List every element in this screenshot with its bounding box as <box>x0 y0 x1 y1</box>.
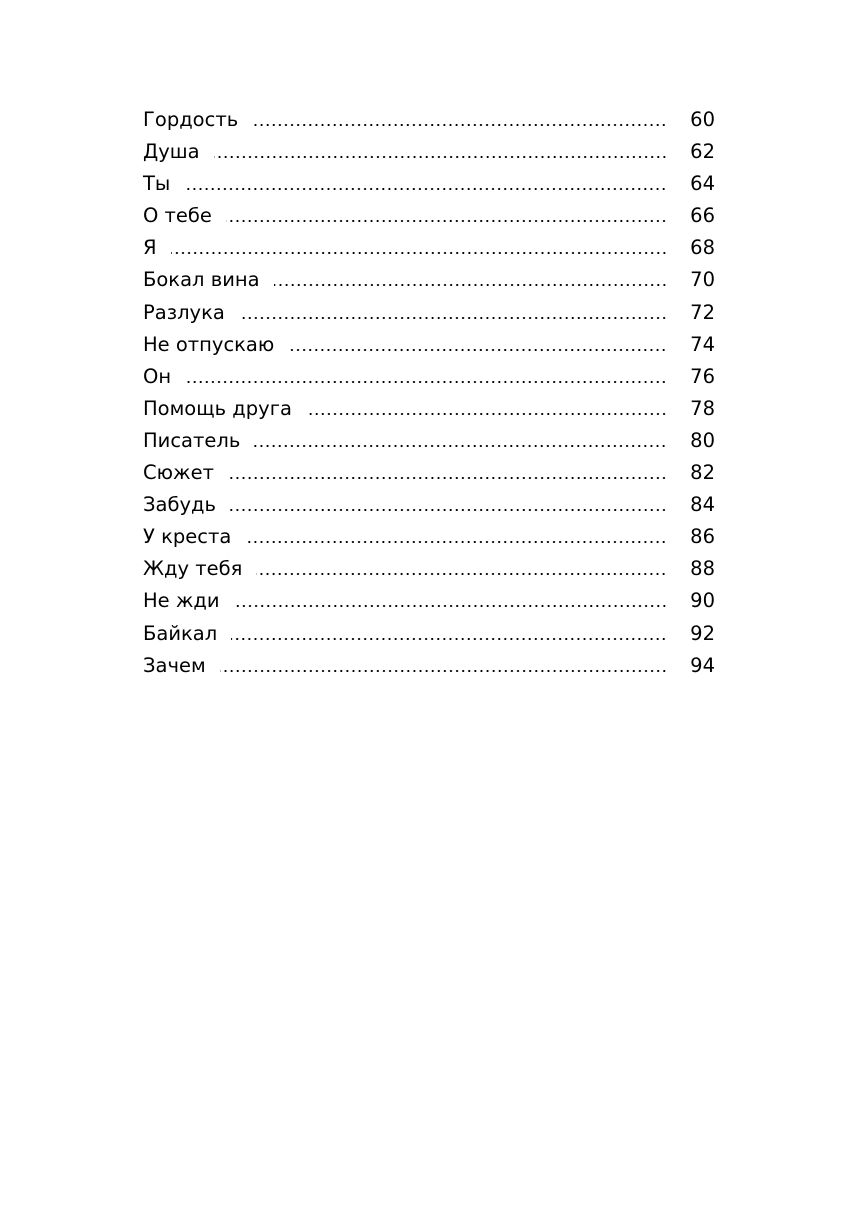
toc-entry[interactable] <box>143 393 715 425</box>
toc-entry-title: Зачем <box>143 653 206 677</box>
toc-entry[interactable] <box>143 521 715 553</box>
toc-entry-page: 74 <box>690 332 715 356</box>
toc-entry-title: Жду тебя <box>143 557 243 581</box>
dot-leader <box>256 573 667 575</box>
toc-entry[interactable] <box>143 585 715 617</box>
toc-entry-title: Ты <box>143 172 171 196</box>
toc-entry-title: Забудь <box>143 493 216 517</box>
dot-leader <box>214 156 667 158</box>
toc-entry-page: 84 <box>690 493 715 517</box>
toc-entry[interactable] <box>143 553 715 585</box>
toc-entry-page: 78 <box>690 396 715 420</box>
toc-entry-page: 70 <box>690 268 715 292</box>
toc-entry[interactable] <box>143 618 715 650</box>
toc-entry-title: Помощь друга <box>143 396 292 420</box>
toc-entry-title: Байкал <box>143 621 218 645</box>
toc-entry-title: Он <box>143 364 172 388</box>
toc-entry-title: Не отпускаю <box>143 332 275 356</box>
toc-entry[interactable] <box>143 136 715 168</box>
toc-entry[interactable] <box>143 297 715 329</box>
toc-entry[interactable] <box>143 457 715 489</box>
toc-entry-page: 82 <box>690 461 715 485</box>
toc-entry[interactable] <box>143 264 715 296</box>
dot-leader <box>234 605 667 607</box>
dot-leader <box>245 541 667 543</box>
dot-leader <box>184 188 667 190</box>
dot-leader <box>226 220 667 222</box>
toc-entry-title: Я <box>143 236 157 260</box>
toc-entry-page: 66 <box>690 204 715 228</box>
toc-entry[interactable] <box>143 168 715 200</box>
toc-entry[interactable] <box>143 104 715 136</box>
toc-entry-page: 68 <box>690 236 715 260</box>
toc-entry-title: Бокал вина <box>143 268 260 292</box>
dot-leader <box>231 638 667 640</box>
toc-entry[interactable] <box>143 329 715 361</box>
toc-entry-title: Сюжет <box>143 461 214 485</box>
dot-leader <box>252 124 667 126</box>
toc-entry-page: 62 <box>690 140 715 164</box>
table-of-contents <box>143 104 715 682</box>
toc-entry[interactable] <box>143 200 715 232</box>
toc-entry-page: 76 <box>690 364 715 388</box>
toc-entry[interactable] <box>143 425 715 457</box>
toc-entry-title: О тебе <box>143 204 212 228</box>
dot-leader <box>220 670 667 672</box>
toc-entry-title: Душа <box>143 140 200 164</box>
toc-entry[interactable] <box>143 650 715 682</box>
toc-entry-page: 92 <box>690 621 715 645</box>
dot-leader <box>239 317 667 319</box>
toc-entry-page: 94 <box>690 653 715 677</box>
toc-entry-page: 90 <box>690 589 715 613</box>
toc-entry-page: 88 <box>690 557 715 581</box>
toc-entry-title: Разлука <box>143 300 225 324</box>
toc-entry-title: Гордость <box>143 108 239 131</box>
dot-leader <box>306 413 667 415</box>
dot-leader <box>185 381 667 383</box>
toc-entry[interactable] <box>143 361 715 393</box>
dot-leader <box>288 349 667 351</box>
toc-entry-page: 80 <box>690 428 715 452</box>
toc-entry-page: 64 <box>690 172 715 196</box>
dot-leader <box>230 509 667 511</box>
toc-entry-page: 86 <box>690 525 715 549</box>
toc-entry-page: 60 <box>690 108 715 131</box>
dot-leader <box>274 284 667 286</box>
toc-entry-title: Писатель <box>143 428 241 452</box>
toc-entry[interactable] <box>143 489 715 521</box>
dot-leader <box>228 477 667 479</box>
toc-entry-title: У креста <box>143 525 232 549</box>
dot-leader <box>254 445 667 447</box>
toc-entry[interactable] <box>143 232 715 264</box>
toc-entry-title: Не жди <box>143 589 220 613</box>
dot-leader <box>171 252 667 254</box>
toc-entry-page: 72 <box>690 300 715 324</box>
